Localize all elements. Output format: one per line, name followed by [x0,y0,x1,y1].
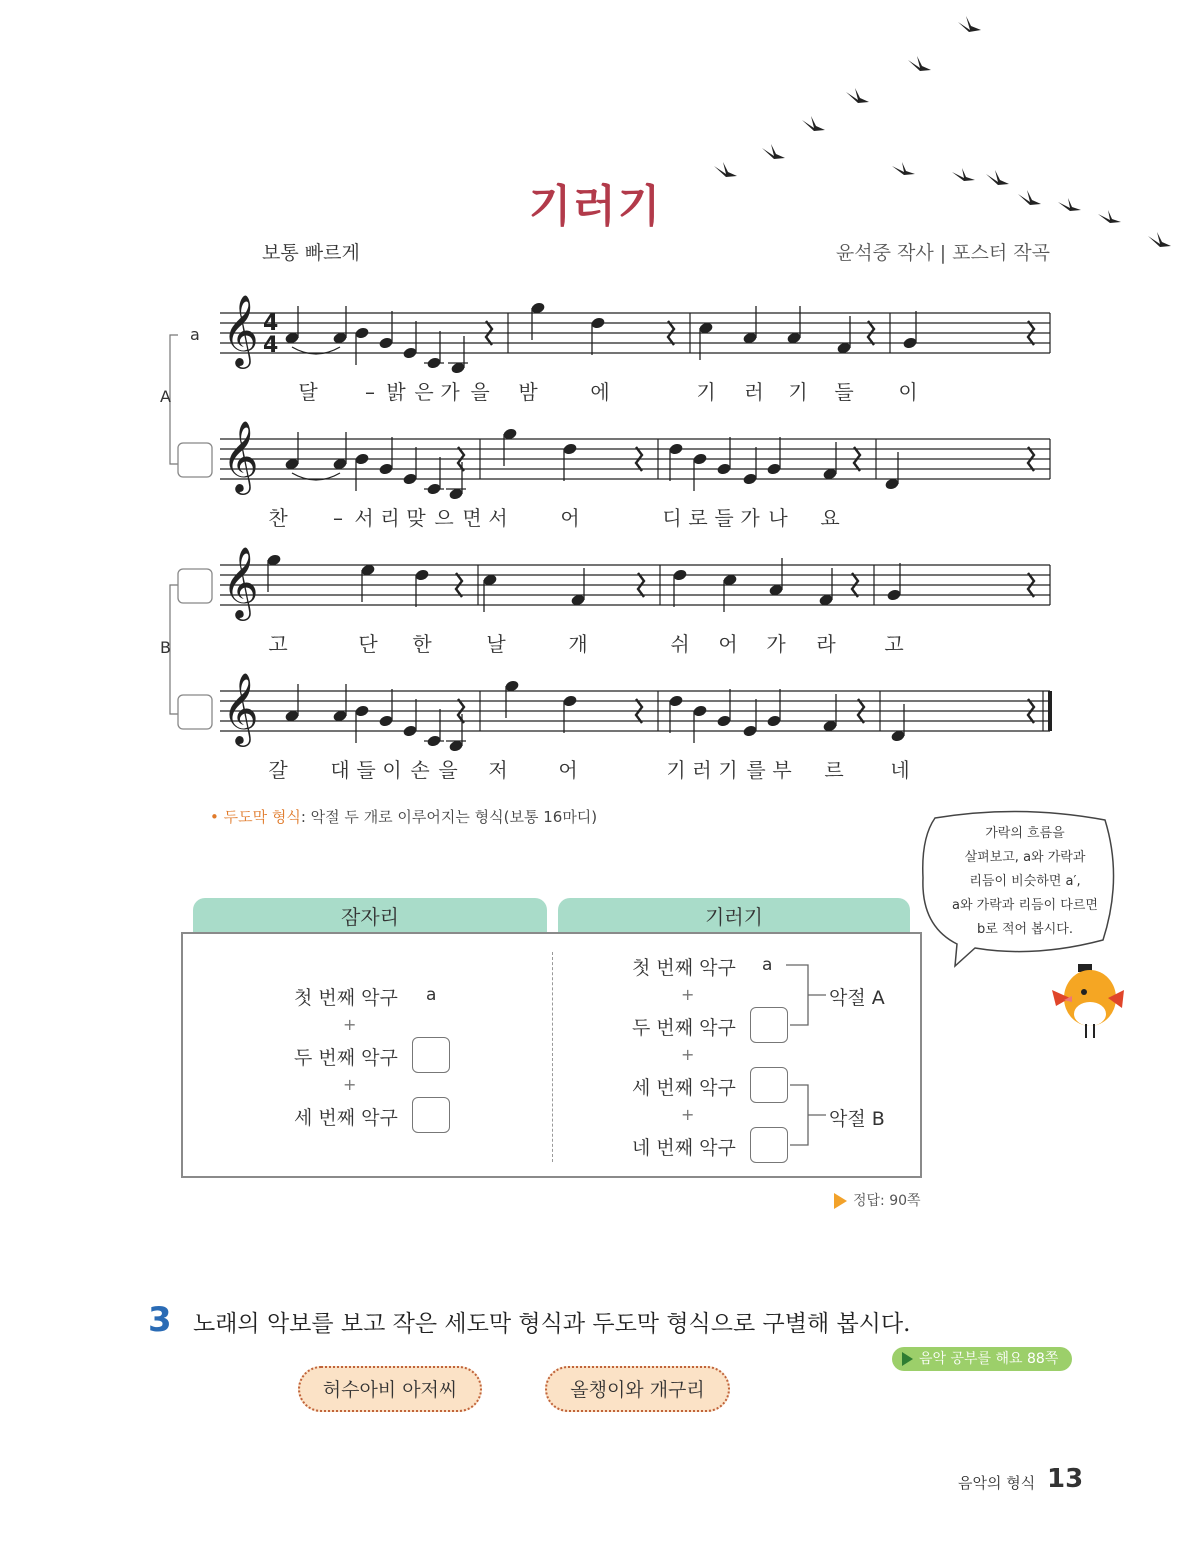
treble-clef-icon: 𝄞 [222,293,259,366]
speech-line: b로 적어 봅시다. [977,922,1073,937]
lyric-syllable: 가 [740,506,760,530]
lyric-syllable: 밝 [386,380,406,404]
footer-section: 음악의 형식 [958,1474,1036,1492]
question-text: 노래의 악보를 보고 작은 세도막 형식과 두도막 형식으로 구별해 봅시다. [193,1311,911,1337]
definition-term: 두도막 형식 [223,808,301,826]
left-row-1-label: 첫 번째 악구 [294,987,398,1009]
lyric-syllable: 디 [662,506,682,530]
lyric-syllable: 들 [834,380,854,404]
lyric-syllable: 갈 [268,758,288,782]
goose-icon [762,144,785,159]
speech-line: 리듬이 비슷하면 a′, [969,874,1081,889]
lyric-syllable: 단 [358,632,378,656]
time-signature-top: 4 [263,311,279,336]
lyric-syllable: 저 [488,758,508,782]
lyric-syllable: 어 [558,758,578,782]
phrase-mark-a: a [190,325,200,344]
speech-bubble-text [935,822,1115,942]
plus-sign: + [681,985,695,1004]
lyric-syllable: 기 [788,380,808,404]
lyric-syllable: 기 [696,380,716,404]
lyric-syllable: 쉬 [670,632,690,656]
lyric-syllable: 로 [688,506,708,530]
phrase-bracket-a [170,335,178,464]
song-choice-2: 올챙이와 개구리 [545,1366,730,1412]
table-tab-left: 잠자리 [193,898,547,934]
phrase-answer-box [178,443,212,477]
lyric-syllable: 서 [488,506,508,530]
bird-mascot-icon [1048,962,1128,1042]
left-row-2-label: 두 번째 악구 [294,1047,398,1069]
lyric-syllable: 개 [568,632,588,656]
table-tab-right: 기러기 [558,898,910,934]
lyric-syllable: 서 [354,506,374,530]
plus-sign: + [343,1015,357,1034]
study-reference-pill [892,1347,1072,1371]
lyric-syllable: 들 [356,758,376,782]
lyric-syllable: 리 [380,506,400,530]
arrow-icon [902,1352,913,1366]
lyric-syllable: 밤 [518,380,538,404]
definition-text: : 악절 두 개로 이루어지는 형식(보통 16마디) [300,808,598,826]
lyric-syllable: 을 [438,758,458,782]
song-title: 기러기 [528,181,663,232]
lyric-syllable: 네 [890,758,910,782]
study-reference-text: 음악 공부를 해요 88쪽 [919,1351,1059,1367]
lyric-syllable: 맞 [406,506,426,530]
phrase-answer-box [178,569,212,603]
lyric-syllable: 러 [692,758,712,782]
definition-note [210,806,597,827]
plus-sign: + [343,1075,357,1094]
lyric-syllable: 요 [820,506,840,530]
answer-box[interactable] [750,1007,788,1043]
time-signature-bottom: 4 [263,333,279,358]
lyric-syllable: 이 [382,758,402,782]
lyric-syllable: 라 [816,632,836,656]
lyric-syllable: 찬 [268,506,288,530]
lyric-syllable: 달 [298,380,318,404]
song-credits: 윤석중 작사 | 포스터 작곡 [835,242,1050,264]
left-row-3-label: 세 번째 악구 [294,1107,398,1129]
right-row-1-label: 첫 번째 악구 [632,957,736,979]
lyric-syllable: 러 [744,380,764,404]
lyric-syllable: 르 [824,758,844,782]
goose-icon [908,56,931,71]
lyric-syllable: 이 [898,380,918,404]
goose-icon [1148,232,1171,247]
lyric-syllable: – [365,380,375,404]
speech-line: 살펴보고, a와 가락과 [964,850,1086,865]
lyric-syllable: 기 [718,758,738,782]
lyric-syllable: 에 [590,380,610,404]
phrase-label-b: B [160,638,171,657]
right-row-3-label: 세 번째 악구 [632,1077,736,1099]
lyric-syllable: 가 [766,632,786,656]
right-row-2-label: 두 번째 악구 [632,1017,736,1039]
lyric-syllable: 기 [666,758,686,782]
lyric-syllable: 대 [330,758,350,782]
plus-sign: + [681,1105,695,1124]
music-score [150,280,1060,790]
definition-bullet: • [210,808,219,826]
arrow-icon [834,1193,847,1209]
treble-clef-icon: 𝄞 [222,419,259,492]
phrase-label-a: A [160,387,171,406]
lyric-syllable: 을 [470,380,490,404]
lyric-syllable: 으 [434,506,454,530]
answer-reference-text: 정답: 90쪽 [853,1193,921,1209]
lyric-syllable: 은 [414,380,434,404]
song-choice-1: 허수아비 아저씨 [298,1366,482,1412]
goose-icon [802,116,825,131]
lyric-syllable: 어 [560,506,580,530]
treble-clef-icon: 𝄞 [222,671,259,744]
lyric-syllable: 한 [412,632,432,656]
lyric-syllable: 고 [268,632,288,656]
right-row-4-label: 네 번째 악구 [632,1137,736,1159]
lyric-syllable: 면 [462,506,482,530]
answer-box[interactable] [750,1067,788,1103]
left-row-1-answer: a [426,985,437,1005]
treble-clef-icon: 𝄞 [222,545,259,618]
lyric-syllable: 손 [410,758,430,782]
phrase-answer-box [178,695,212,729]
answer-reference [834,1190,921,1210]
answer-box[interactable] [412,1037,450,1073]
lyric-syllable: 들 [714,506,734,530]
lyric-syllable: 나 [768,506,788,530]
group-label-b: 악절 B [829,1108,885,1130]
goose-icon [846,88,869,103]
group-label-a: 악절 A [829,987,885,1009]
plus-sign: + [681,1045,695,1064]
lyric-syllable: 어 [718,632,738,656]
question-number: 3 [148,1300,172,1340]
lyric-syllable: – [333,506,343,530]
goose-icon [958,16,981,32]
lyric-syllable: 를 [746,758,766,782]
answer-box[interactable] [750,1127,788,1163]
lyric-syllable: 부 [772,758,792,782]
page-number: 13 [1047,1464,1084,1494]
answer-box[interactable] [412,1097,450,1133]
speech-line: 가락의 흐름을 [985,826,1065,841]
speech-line: a와 가락과 리듬이 다르면 [952,898,1098,913]
phrase-bracket-b [170,585,178,714]
lyric-syllable: 고 [884,632,904,656]
table-divider [552,952,553,1162]
tempo-marking: 보통 빠르게 [262,242,360,264]
right-row-1-answer: a [762,955,773,975]
lyric-syllable: 가 [440,380,460,404]
lyric-syllable: 날 [486,632,506,656]
